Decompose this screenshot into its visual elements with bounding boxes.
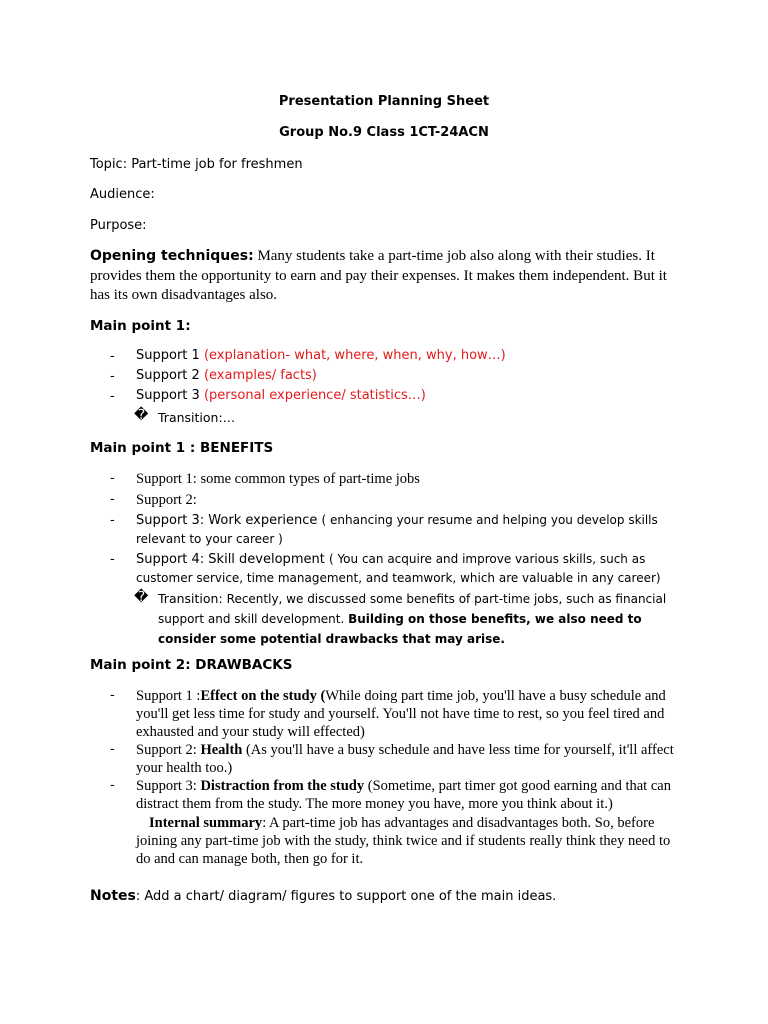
- list-dash: -: [110, 389, 115, 404]
- list-item: [136, 387, 686, 405]
- support-label: Support 2:: [136, 742, 201, 758]
- drawback-support-1: [136, 687, 686, 741]
- benefit-support-2: Support 2:: [136, 492, 197, 508]
- drawback-support-2: [136, 741, 686, 777]
- list-dash: -: [110, 513, 115, 528]
- opening-text: Many students take a part-time job also along with their studies. It provides them the opportunity to earn and pay their expenses. It makes them independent. But it has its own disadvantages also.: [90, 248, 667, 303]
- support-text: While doing part time job, you'll have a busy schedule and you'll get less time for study and yourself. You'll not have time to rest, so you feel tired and exhausted and your study will effected): [136, 688, 666, 740]
- transition-label: Transition:: [158, 591, 227, 606]
- main-point-2-heading: Main point 2: DRAWBACKS: [90, 657, 293, 673]
- benefits-transition: [158, 589, 688, 649]
- notes-text: : Add a chart/ diagram/ figures to support one of the main ideas.: [135, 889, 557, 904]
- support-detail: ( enhancing your resume and helping you develop skills relevant to your career ): [136, 513, 658, 546]
- support-note: (personal experience/ statistics…): [203, 388, 426, 403]
- list-dash: -: [110, 688, 115, 703]
- main-point-1-heading: Main point 1 : BENEFITS: [90, 440, 274, 456]
- support-detail: ( You can acquire and improve various skills, such as customer service, time management, and teamwork, which are valuable in any career): [136, 552, 661, 585]
- document-title: Presentation Planning Sheet: [278, 94, 490, 109]
- list-dash: -: [110, 552, 115, 567]
- list-dash: -: [110, 492, 115, 507]
- summary-label: Internal summary: [149, 815, 263, 831]
- purpose-line: Purpose:: [90, 218, 147, 233]
- list-dash: -: [110, 369, 115, 384]
- support-label: Support 4: Skill development: [136, 552, 329, 567]
- list-dash: -: [110, 471, 115, 486]
- support-label: Support 3:: [136, 778, 201, 794]
- support-text: (As you'll have a busy schedule and have less time for yourself, it'll affect your health too.): [136, 742, 674, 776]
- transition-placeholder: Transition:…: [158, 410, 236, 425]
- support-note: (explanation- what, where, when, why, how…): [203, 348, 506, 363]
- support-label: Support 3: Work experience: [136, 513, 322, 528]
- support-bold: Effect on the study (: [200, 688, 326, 704]
- support-text: (Sometime, part timer got good earning and that can distract them from the study. The more money you have, more you think about it.): [136, 778, 671, 812]
- support-note: (examples/ facts): [203, 368, 317, 383]
- support-label: Support 1: [136, 348, 204, 363]
- audience-line: Audience:: [90, 187, 155, 202]
- benefit-support-3: [136, 511, 686, 549]
- group-info: Group No.9 Class 1CT-24ACN: [279, 125, 489, 140]
- list-dash: -: [110, 742, 115, 757]
- drawback-support-3: [136, 777, 686, 813]
- list-dash: -: [110, 349, 115, 364]
- support-label: Support 3: [136, 388, 204, 403]
- support-bold: Distraction from the study: [200, 778, 365, 794]
- list-dash: -: [110, 778, 115, 793]
- notes-label: Notes: [90, 888, 136, 904]
- support-label: Support 2: [136, 368, 204, 383]
- summary-text: : A part-time job has advantages and disadvantages both. So, before joining any part-time job with the study, think twice and if students really think they need to do and can manage both, then go for it.: [136, 815, 671, 867]
- replacement-glyph-icon: �: [134, 589, 149, 605]
- list-item: [136, 347, 686, 365]
- support-label: Support 1 :: [136, 688, 201, 704]
- notes-line: [90, 888, 556, 904]
- internal-summary: [136, 814, 686, 868]
- transition-bold-text: Building on those benefits, we also need to consider some potential drawbacks that may arise.: [158, 612, 642, 646]
- list-item: [136, 367, 686, 385]
- replacement-glyph-icon: �: [134, 407, 149, 423]
- main-point-1-template-heading: Main point 1:: [90, 318, 191, 334]
- benefit-support-4: [136, 550, 686, 588]
- topic-line: Topic: Part-time job for freshmen: [90, 157, 303, 172]
- transition-text: Recently, we discussed some benefits of part-time jobs, such as financial support and skill development.: [158, 592, 667, 626]
- opening-label: Opening techniques:: [90, 248, 254, 264]
- benefit-support-1: Support 1: some common types of part-time jobs: [136, 471, 420, 487]
- opening-paragraph: [90, 247, 690, 306]
- support-bold: Health: [200, 742, 243, 758]
